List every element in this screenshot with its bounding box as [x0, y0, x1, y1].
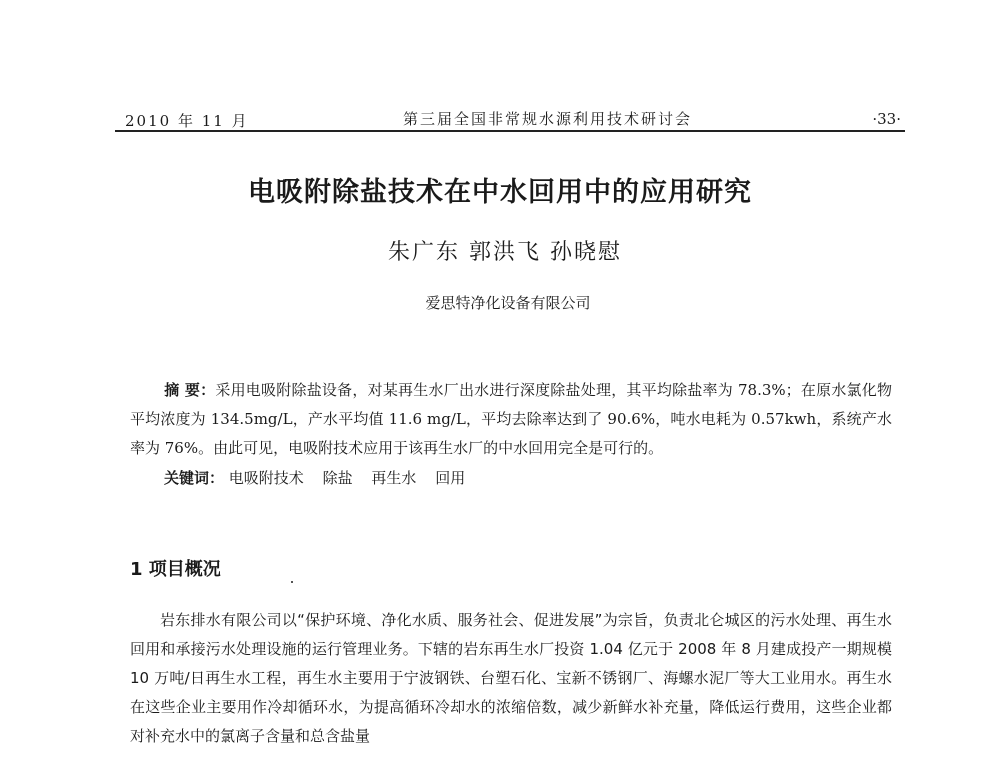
running-header: [115, 108, 905, 132]
keyword: 再生水: [371, 469, 417, 487]
section-heading: 1 项目概况: [130, 559, 221, 580]
affiliation: 爱思特净化设备有限公司: [425, 294, 591, 312]
header-page-number: ·33·: [872, 110, 901, 128]
header-date: 2010 年 11 月: [125, 112, 249, 130]
authors: 朱广东 郭洪飞 孙晓慰: [388, 240, 622, 265]
header-conference: 第三届全国非常规水源利用技术研讨会: [403, 110, 693, 128]
section-body: [130, 606, 892, 751]
abstract: [130, 376, 892, 463]
keyword: 除盐: [322, 469, 353, 487]
paper-title: 电吸附除盐技术在中水回用中的应用研究: [248, 177, 752, 208]
keywords: [164, 467, 479, 488]
keyword: 回用: [435, 469, 466, 487]
abstract-text: 采用电吸附除盐设备，对某再生水厂出水进行深度除盐处理，其平均除盐率为 78.3%；在原水氯化物平均浓度为 134.5mg/L，产水平均值 11.6 mg/L，平均去除率达到了 90.6%，吨水电耗为 0.57kwh，系统产水率为 76%。由此可见，电吸附技术应用于该再生水厂的中水回用完全是可行的。: [130, 381, 892, 457]
scan-speck: [291, 581, 293, 583]
body-paragraph: 岩东排水有限公司以“保护环境、净化水质、服务社会、促进发展”为宗旨，负责北仑城区的污水处理、再生水回用和承接污水处理设施的运行管理业务。下辖的岩东再生水厂投资 1.04 亿元于 2008 年 8 月建成投产一期规模 10 万吨/日再生水工程，再生水主要用于宁波钢铁、台塑石化、宝新不锈钢厂、海螺水泥厂等大工业用水。再生水在这些企业主要用作冷却循环水，为提高循环冷却水的浓缩倍数，减少新鲜水补充量，降低运行费用，这些企业都对补充水中的氯离子含量和总含盐量: [130, 611, 892, 745]
keyword: 电吸附技术: [228, 469, 304, 487]
abstract-label: 摘 要：: [164, 381, 216, 399]
keywords-label: 关键词：: [164, 469, 225, 487]
